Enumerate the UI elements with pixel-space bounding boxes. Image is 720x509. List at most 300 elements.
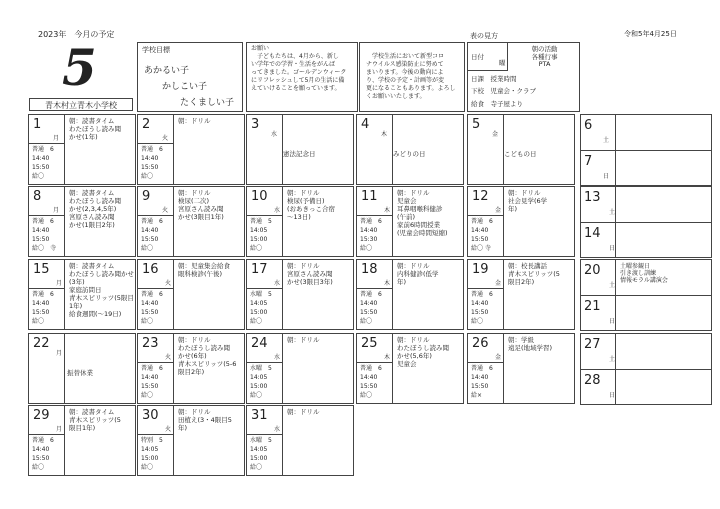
schedule-line: 14:40 [141, 374, 159, 381]
schedule-line: 給× [471, 392, 483, 399]
schedule-line: 普通 6 [141, 218, 163, 225]
day-schedule-box [467, 362, 504, 404]
schedule-line: 14:05 [250, 374, 268, 381]
day-of-week: 金 [492, 131, 499, 138]
event-line: (3年) [69, 278, 85, 286]
day-date-box [246, 333, 283, 363]
day-events-cell [282, 186, 354, 257]
event-line: かせ(3限目3年) [287, 278, 333, 286]
event-line: 宮原さん読み聞 [178, 205, 224, 213]
schedule-line: 普通 6 [360, 218, 382, 225]
event-line: (おあきっこ合宿 [287, 205, 336, 213]
event-line: 朝：ドリル [287, 262, 320, 270]
schedule-line: 14:40 [32, 227, 50, 234]
event-line: 朝：ドリル [397, 262, 430, 270]
schedule-line: 給〇 [250, 464, 263, 471]
day-of-week: 月 [53, 207, 60, 214]
schedule-line: 15:50 [32, 164, 50, 171]
event-line: 朝：ドリル [178, 336, 211, 344]
request-line: にリフレッシュして5月の生活に備 [251, 77, 345, 84]
saturday-events-cell [615, 259, 712, 296]
day-number: 15 [33, 262, 50, 277]
day-of-week: 火 [162, 207, 169, 214]
day-events-cell [282, 405, 354, 476]
schedule-line: 15:50 [32, 455, 50, 462]
event-line: わたぼうし読み聞 [69, 125, 121, 133]
day-of-week: 土 [603, 137, 610, 144]
day-schedule-box [467, 288, 504, 330]
schedule-line: 15:50 [141, 236, 159, 243]
day-number: 22 [33, 336, 50, 351]
day-events [397, 189, 448, 237]
schedule-line: 14:40 [141, 227, 159, 234]
saturday-box [580, 259, 616, 296]
day-events [69, 189, 121, 229]
schedule-line: 給〇 [360, 392, 373, 399]
calendar-title: 2023年 今月の予定 [38, 30, 115, 39]
goal-title: 学校目標 [142, 46, 170, 54]
day-events-cell [173, 405, 245, 476]
schedule-line: 普通 6 [32, 437, 54, 444]
legend-morning: 朝の活動 [531, 45, 558, 53]
schedule-line: 15:50 [32, 236, 50, 243]
day-events-cell [282, 114, 354, 185]
day-of-week: 水 [274, 426, 281, 433]
holiday-label: 振替休業 [67, 369, 93, 377]
request-title: お願い [251, 45, 270, 52]
event-line: 土曜参観日 [620, 263, 651, 270]
holiday-label: こどもの日 [504, 150, 537, 158]
schedule-line: 給〇 [250, 392, 263, 399]
schedule-line: 給〇 [250, 245, 263, 252]
day-number: 25 [361, 336, 378, 351]
day-of-week: 土 [609, 356, 616, 363]
day-date-box [467, 259, 504, 289]
day-date-box [28, 405, 65, 435]
day-events-cell [282, 259, 354, 330]
day-number: 28 [584, 372, 601, 388]
day-number: 1 [33, 117, 42, 132]
schedule-line: 普通 6 [141, 291, 163, 298]
event-line: 児童会 [397, 197, 417, 205]
day-schedule-box [246, 288, 283, 330]
event-line: 情報モラル講演会 [620, 277, 668, 284]
day-number: 12 [472, 189, 489, 204]
day-events-cell [64, 259, 136, 330]
event-line: 朝：ドリル [287, 408, 320, 416]
legend-row2: 下校 児童会・クラブ [471, 87, 536, 95]
legend-dow: 曜 [499, 59, 506, 67]
covid-line: 更になることもあります。よろし [366, 85, 456, 92]
sunday-events-cell [615, 295, 712, 332]
day-events-cell [173, 186, 245, 257]
event-line: かせ(5,6年) [397, 352, 432, 360]
day-events [287, 262, 333, 286]
event-line: 検尿(予備日) [287, 197, 325, 205]
schedule-line: 給〇 [360, 245, 373, 252]
schedule-line: 14:40 [471, 374, 489, 381]
day-number: 31 [251, 408, 268, 423]
event-line: かせ(2,3,4,5年) [69, 205, 117, 213]
event-line: 耳鼻咽喉科健診 [397, 205, 443, 213]
schedule-line: 14:05 [141, 446, 159, 453]
event-line: わたぼうし読み聞 [178, 344, 230, 352]
sunday-box [580, 150, 616, 187]
event-line: 朝：児童集会給食 [178, 262, 230, 270]
schedule-line: 普通 6 [32, 291, 54, 298]
day-date-box [356, 259, 393, 289]
schedule-line: 普通 6 [471, 291, 493, 298]
schedule-line: 普通 6 [360, 291, 382, 298]
day-events [287, 408, 320, 416]
event-line: 検尿(二次) [178, 197, 210, 205]
schedule-line: 15:00 [250, 236, 268, 243]
sunday-box [580, 295, 616, 332]
schedule-line: 14:40 [32, 446, 50, 453]
day-of-week: 木 [384, 280, 391, 287]
day-schedule-box [28, 288, 65, 330]
day-events-cell [173, 333, 245, 404]
saturday-events-cell [615, 333, 712, 370]
event-line: かせ(3限目1年) [178, 213, 224, 221]
holiday-label: 憲法記念日 [283, 150, 316, 158]
day-date-box [137, 333, 174, 363]
covid-line: 学校生活において新型コロ [366, 53, 445, 60]
day-events-cell [503, 333, 575, 404]
request-line: ってきました。ゴールデンウィーク [251, 69, 347, 76]
day-of-week: 水 [271, 131, 278, 138]
event-line: 朝：ドリル [178, 189, 211, 197]
day-events [397, 262, 439, 286]
day-number: 14 [584, 225, 601, 241]
legend-events: 各種行事 [531, 53, 558, 61]
event-line: わたぼうし読み聞かせ [69, 270, 134, 278]
day-schedule-box [246, 362, 283, 404]
event-line: 朝：読書タイム [69, 189, 115, 197]
event-line: 眼科検診(午後) [178, 270, 223, 278]
schedule-line: 15:50 [471, 383, 489, 390]
covid-line: くお願いいたします。 [366, 93, 426, 100]
holiday-label: みどりの日 [393, 150, 426, 158]
saturday-events-cell [615, 114, 712, 151]
day-number: 5 [472, 117, 481, 132]
day-of-week: 日 [609, 391, 616, 399]
day-of-week: 木 [384, 207, 391, 214]
day-events-cell [64, 333, 136, 404]
goal-line: たくましい子 [180, 98, 235, 108]
schedule-line: 水曜 5 [250, 437, 272, 444]
schedule-line: 普通 6 [360, 365, 382, 372]
day-number: 4 [361, 117, 370, 132]
day-events [287, 189, 335, 221]
event-line: 朝：ドリル [178, 408, 211, 416]
day-of-week: 土 [609, 282, 616, 289]
day-events-cell [64, 405, 136, 476]
day-date-box [28, 333, 65, 404]
day-schedule-box [137, 362, 174, 404]
event-line: 朝：読書タイム [69, 262, 115, 270]
schedule-line: 14:40 [141, 155, 159, 162]
schedule-line: 普通 6 [32, 218, 54, 225]
day-of-week: 日 [603, 172, 610, 180]
legend-pta: PTA [538, 60, 551, 68]
day-number: 2 [142, 117, 151, 132]
event-line: 朝：読書タイム [69, 117, 115, 125]
day-date-box [467, 114, 504, 185]
day-of-week: 金 [495, 354, 502, 361]
schedule-line: 14:40 [471, 227, 489, 234]
schedule-line: 15:50 [360, 383, 378, 390]
event-line: 年) [178, 424, 188, 432]
day-number: 8 [33, 189, 42, 204]
schedule-line: 給〇 [360, 318, 373, 325]
day-date-box [28, 259, 65, 289]
event-line: 年) [508, 205, 518, 213]
sunday-events-cell [615, 222, 712, 259]
goal-line: かしこい子 [162, 82, 208, 92]
day-number: 6 [584, 118, 593, 133]
schedule-line: 給〇 [141, 173, 154, 180]
legend-box [467, 42, 580, 112]
day-date-box [246, 259, 283, 289]
schedule-line: 14:40 [141, 300, 159, 307]
event-line: 遠足(地域学習) [508, 344, 553, 352]
event-line: 内科健診(低学 [397, 270, 439, 278]
day-date-box [467, 186, 504, 216]
day-date-box [28, 186, 65, 216]
schedule-line: 15:50 [141, 383, 159, 390]
day-of-week: 日 [609, 244, 616, 252]
sunday-box [580, 369, 616, 406]
event-line: 青木スピリッツ(5-6 [178, 360, 237, 368]
event-line: 児童会 [397, 360, 417, 368]
event-line: 社会見学(6学 [508, 197, 548, 205]
day-of-week: 月 [56, 426, 63, 433]
day-number: 17 [251, 262, 268, 277]
schedule-line: 15:00 [250, 309, 268, 316]
schedule-line: 14:40 [360, 300, 378, 307]
event-line: 引き渡し訓練 [620, 270, 657, 277]
saturday-events [620, 263, 668, 284]
day-number: 13 [584, 190, 601, 205]
day-events-cell [392, 114, 464, 185]
day-of-week: 水 [274, 280, 281, 287]
school-name: 青木村立青木小学校 [29, 98, 133, 111]
saturday-box [580, 186, 616, 223]
event-line: 年) [397, 278, 407, 286]
day-schedule-box [28, 434, 65, 476]
schedule-line: 15:00 [141, 455, 159, 462]
day-events [69, 262, 134, 318]
day-events [397, 336, 449, 368]
day-of-week: 火 [165, 354, 172, 361]
schedule-line: 15:50 [360, 309, 378, 316]
day-schedule-box [28, 143, 65, 185]
day-events-cell [503, 259, 575, 330]
saturday-events-cell [615, 186, 712, 223]
day-date-box [356, 186, 393, 216]
day-of-week: 火 [165, 426, 172, 433]
day-of-week: 水 [274, 354, 281, 361]
schedule-line: 14:05 [250, 446, 268, 453]
schedule-line: 普通 6 [471, 365, 493, 372]
event-line: 田植え(3・4限目5 [178, 416, 232, 424]
day-events-cell [173, 259, 245, 330]
day-events-cell [64, 186, 136, 257]
schedule-line: 給〇 [141, 318, 154, 325]
schedule-line: 14:40 [471, 300, 489, 307]
day-of-week: 月 [56, 350, 63, 357]
legend-title: 表の見方 [470, 32, 498, 40]
day-events-cell [173, 114, 245, 185]
day-events [178, 336, 236, 376]
event-line: かせ(6年) [178, 352, 207, 360]
day-number: 7 [584, 153, 593, 169]
legend-row3: 給食 寺子屋より [471, 100, 523, 108]
day-events [178, 408, 232, 432]
day-events [508, 336, 552, 352]
schedule-line: 15:50 [141, 309, 159, 316]
day-number: 24 [251, 336, 268, 351]
day-schedule-box [137, 288, 174, 330]
schedule-line: 給〇 [141, 392, 154, 399]
event-line: (児童会時間短縮) [397, 229, 448, 237]
event-line: わたぼうし読み聞 [69, 197, 121, 205]
day-date-box [467, 333, 504, 363]
day-schedule-box [356, 288, 393, 330]
day-schedule-box [246, 434, 283, 476]
event-line: かせ(1限目2年) [69, 221, 115, 229]
schedule-line: 15:30 [360, 236, 378, 243]
goal-line: あかるい子 [144, 66, 190, 76]
event-line: 宮原さん読み聞 [69, 213, 115, 221]
day-events [178, 262, 230, 278]
event-line: 朝：ドリル [397, 336, 430, 344]
day-date-box [137, 259, 174, 289]
day-number: 11 [361, 189, 378, 204]
day-number: 10 [251, 189, 268, 204]
day-number: 23 [142, 336, 159, 351]
schedule-line: 給〇 [141, 245, 154, 252]
covid-line: り、学校の予定・計画等が変 [366, 77, 445, 84]
schedule-line: 給〇 [250, 318, 263, 325]
schedule-line: 水曜 5 [250, 365, 272, 372]
day-of-week: 水 [274, 207, 281, 214]
day-number: 27 [584, 337, 601, 352]
day-of-week: 金 [495, 207, 502, 214]
schedule-line: 15:00 [250, 383, 268, 390]
covid-notice-box [359, 42, 465, 112]
schedule-line: 15:50 [471, 309, 489, 316]
day-date-box [137, 186, 174, 216]
schedule-line: 給〇 [141, 464, 154, 471]
schedule-line: 14:40 [360, 227, 378, 234]
schedule-line: 給〇 寺 [32, 245, 57, 252]
schedule-line: 14:40 [32, 155, 50, 162]
event-line: かせ(1年) [69, 133, 98, 141]
day-schedule-box [137, 143, 174, 185]
schedule-line: 14:05 [250, 300, 268, 307]
day-date-box [246, 186, 283, 216]
day-number: 9 [142, 189, 151, 204]
schedule-line: 15:50 [141, 164, 159, 171]
saturday-box [580, 114, 616, 151]
event-line: 宮原さん読み聞 [287, 270, 333, 278]
day-number: 26 [472, 336, 489, 351]
schedule-line: 水曜 5 [250, 291, 272, 298]
event-line: 朝：ドリル [178, 117, 211, 125]
schedule-line: 普通 5 [250, 218, 272, 225]
sunday-events-cell [615, 369, 712, 406]
day-of-week: 木 [381, 131, 388, 138]
day-events-cell [503, 114, 575, 185]
request-box [246, 42, 358, 112]
day-of-week: 月 [56, 280, 63, 287]
event-line: 限目2年) [178, 368, 205, 376]
day-schedule-box [137, 215, 174, 257]
day-date-box [137, 114, 174, 144]
event-line: わたぼうし読み聞 [397, 344, 449, 352]
event-line: 朝：読書タイム [69, 408, 115, 416]
day-number: 19 [472, 262, 489, 277]
event-line: 限目2年) [508, 278, 535, 286]
month-number: 5 [62, 38, 97, 97]
schedule-line: 普通 6 [141, 365, 163, 372]
day-schedule-box [356, 362, 393, 404]
day-number: 16 [142, 262, 159, 277]
schedule-line: 15:50 [471, 236, 489, 243]
event-line: 家前6時間授業 [397, 221, 441, 229]
day-of-week: 火 [162, 135, 169, 142]
schedule-line: 14:40 [32, 300, 50, 307]
event-line: (午前) [397, 213, 416, 221]
day-of-week: 月 [53, 135, 60, 142]
schedule-line: 給〇 [32, 318, 45, 325]
event-line: 青木スピリッツ(5限目 [69, 294, 134, 302]
schedule-line: 普通 6 [32, 146, 54, 153]
sunday-events-cell [615, 150, 712, 187]
day-of-week: 木 [384, 354, 391, 361]
schedule-line: 15:00 [250, 455, 268, 462]
day-number: 29 [33, 408, 50, 423]
event-line: 朝：学級 [508, 336, 534, 344]
event-line: 1年) [69, 302, 83, 310]
schedule-line: 給〇 [471, 318, 484, 325]
day-date-box [356, 114, 393, 185]
schedule-line: 特別 5 [141, 437, 163, 444]
day-events [508, 189, 547, 213]
day-of-week: 土 [609, 209, 616, 216]
event-line: 青木スピリッツ(5 [508, 270, 560, 278]
covid-line: ナウイルス感染防止に努めて [366, 61, 444, 68]
request-line: 子どもたちは、4月から、新し [251, 53, 339, 60]
legend-date: 日付 [471, 53, 484, 61]
schedule-line: 給〇 [32, 464, 45, 471]
event-line: 朝：ドリル [287, 189, 320, 197]
event-line: 朝：ドリル [397, 189, 430, 197]
day-number: 30 [142, 408, 159, 423]
event-line: 朝：ドリル [287, 336, 320, 344]
school-goal-box [137, 42, 243, 112]
day-schedule-box [246, 215, 283, 257]
schedule-line: 普通 6 [471, 218, 493, 225]
day-date-box [246, 114, 283, 185]
event-line: 朝：ドリル [508, 189, 541, 197]
day-events [508, 262, 560, 286]
day-events-cell [392, 259, 464, 330]
day-date-box [356, 333, 393, 363]
day-of-week: 火 [165, 280, 172, 287]
